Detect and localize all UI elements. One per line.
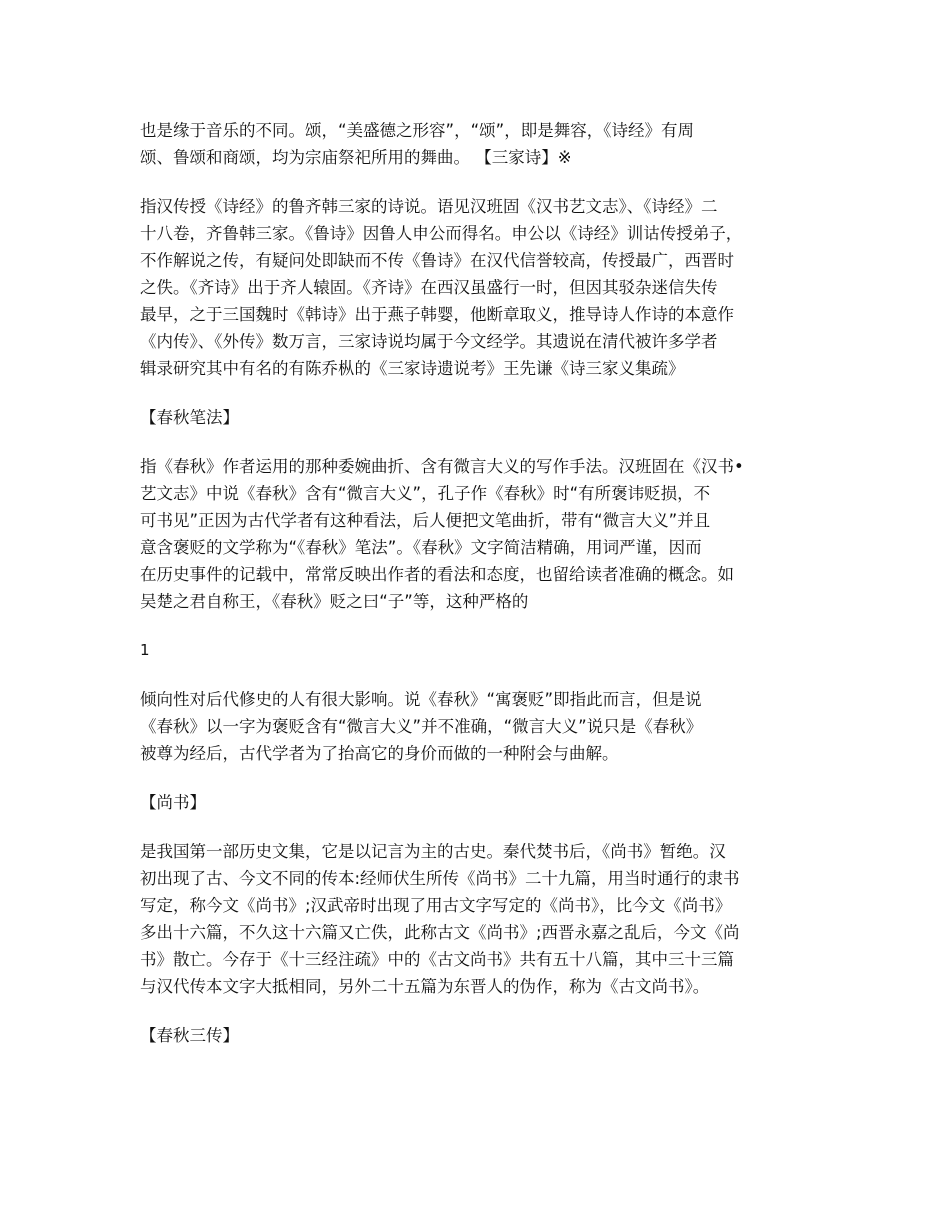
paragraph-sanjiashi [140,193,820,382]
text-line: 最早，之于三国魏时《韩诗》出于燕子韩婴，他断章取义，推导诗人作诗的本意作 [140,305,734,324]
page-number: 1 [140,641,150,659]
text-line: 意含褒贬的文学称为“《春秋》笔法”。《春秋》文字简洁精确，用词严谨，因而 [140,538,702,557]
paragraph-song-ending [140,117,820,171]
text-line: 书》散亡。今存于《十三经注疏》中的《古文尚书》共有五十八篇，其中三十三篇 [140,950,734,969]
section-heading-chunqiu-bifa: 【春秋笔法】 [140,408,239,427]
paragraph-chunqiu-bifa [140,453,820,615]
section-heading-chunqiu-sanzhuan: 【春秋三传】 [140,1026,239,1045]
text-line: 多出十六篇，不久这十六篇又亡佚，此称古文《尚书》;西晋永嘉之乱后，今文《尚 [140,923,740,942]
text-line: 倾向性对后代修史的人有很大影响。说《春秋》“寓褒贬”即指此而言，但是说 [140,690,702,709]
text-line: 被尊为经后，古代学者为了抬高它的身价而做的一种附会与曲解。 [140,744,619,763]
paragraph-chunqiu-bifa-continued [140,686,820,767]
text-line: 颂、鲁颂和商颂，均为宗庙祭祀所用的舞曲。 【三家诗】※ [140,148,572,167]
text-line: 十八卷，齐鲁韩三家。《鲁诗》因鲁人申公而得名。申公以《诗经》训诂传授弟子， [140,224,743,243]
text-line: 在历史事件的记载中，常常反映出作者的看法和态度，也留给读者准确的概念。如 [140,565,734,584]
text-line: 《春秋》以一字为褒贬含有“微言大义”并不准确，“微言大义”说只是《春秋》 [140,717,703,736]
text-line: 初出现了古、今文不同的传本:经师伏生所传《尚书》二十九篇，用当时通行的隶书 [140,869,740,888]
text-line: 写定，称今文《尚书》;汉武帝时出现了用古文字写定的《尚书》，比今文《尚书》 [140,896,732,915]
section-heading-shangshu: 【尚书】 [140,793,206,812]
text-line: 辑录研究其中有名的有陈乔枞的《三家诗遗说考》王先谦《诗三家义集疏》 [140,359,685,378]
text-line: 可书见”正因为古代学者有这种看法，后人便把文笔曲折，带有“微言大义”并且 [140,511,711,530]
text-line: 之佚。《齐诗》出于齐人辕固。《齐诗》在西汉虽盛行一时，但因其驳杂迷信失传 [140,278,718,297]
text-line: 艺文志》中说《春秋》含有“微言大义”，孔子作《春秋》时“有所褒讳贬损，不 [140,484,711,503]
text-line: 也是缘于音乐的不同。颂，“美盛德之形容”，“颂”，即是舞容，《诗经》有周 [140,121,694,140]
text-line: 是我国第一部历史文集，它是以记言为主的古史。秦代焚书后，《尚书》暂绝。汉 [140,842,726,861]
text-line: 吴楚之君自称王，《春秋》贬之曰“子”等，这种严格的 [140,592,529,611]
text-line: 指《春秋》作者运用的那种委婉曲折、含有微言大义的写作手法。汉班固在《汉书• [140,457,744,476]
text-line: 与汉代传本文字大抵相同，另外二十五篇为东晋人的伪作，称为《古文尚书》。 [140,977,710,996]
text-line: 指汉传授《诗经》的鲁齐韩三家的诗说。语见汉班固《汉书艺文志》、《诗经》二 [140,197,718,216]
text-line: 《内传》、《外传》数万言，三家诗说均属于今文经学。其遗说在清代被许多学者 [140,332,718,351]
paragraph-shangshu [140,838,820,1000]
text-line: 不作解说之传，有疑问处即缺而不传《鲁诗》在汉代信誉较高，传授最广，西晋时 [140,251,734,270]
